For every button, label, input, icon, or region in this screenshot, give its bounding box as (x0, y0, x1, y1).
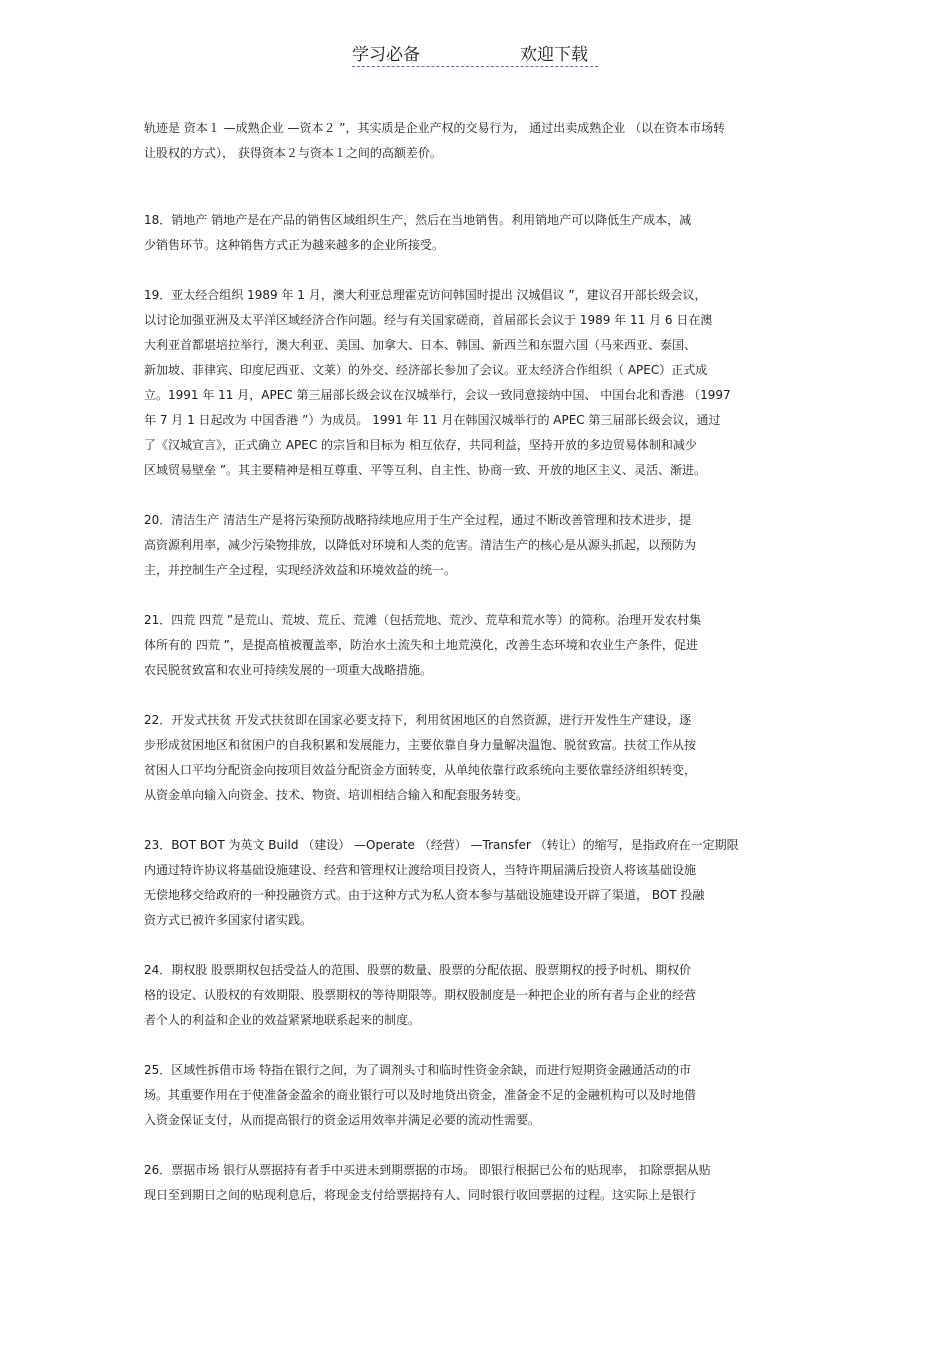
paragraph-25 (144, 1058, 808, 1133)
text-line: 轨迹是 资本１ —成熟企业 —资本２ ”，其实质是企业产权的交易行为， 通过出卖成熟企业 （以在资本市场转 (144, 121, 726, 135)
text-line: 内通过特许协议将基础设施建设、经营和管理权让渡给项目投资人，当特许期届满后投资人将该基础设施 (144, 863, 697, 877)
text-line: 25．区域性拆借市场 特指在银行之间，为了调剂头寸和临时性资金余缺，而进行短期资金融通活动的市 (144, 1063, 692, 1077)
header-left-text: 学习必备 (352, 45, 420, 65)
text-line: 24．期权股 股票期权包括受益人的范围、股票的数量、股票的分配依据、股票期权的授予时机、期权价 (144, 963, 692, 977)
text-line: 26．票据市场 银行从票据持有者手中买进未到期票据的市场。 即银行根据已公布的贴现率， 扣除票据从贴 (144, 1163, 711, 1177)
text-line: 主，并控制生产全过程，实现经济效益和环境效益的统一。 (144, 563, 457, 577)
text-line: 农民脱贫致富和农业可持续发展的一项重大战略措施。 (144, 663, 433, 677)
text-line: 贫困人口平均分配资金向按项目效益分配资金方面转变，从单纯依靠行政系统向主要依靠经济组织转变， (144, 763, 697, 777)
text-line: 格的设定、认股权的有效期限、股票期权的等待期限等。期权股制度是一种把企业的所有者与企业的经营 (144, 988, 697, 1002)
text-line: 让股权的方式）， 获得资本２与资本１之间的高额差价。 (144, 146, 442, 160)
text-line: 入资金保证支付，从而提高银行的资金运用效率并满足必要的流动性需要。 (144, 1113, 541, 1127)
text-line: 现日至到期日之间的贴现利息后，将现金支付给票据持有人、同时银行收回票据的过程。这实际上是银行 (144, 1188, 697, 1202)
header-right-text: 欢迎下载 (520, 45, 588, 65)
text-line: 大利亚首都堪培拉举行，澳大利亚、美国、加拿大、日本、韩国、新西兰和东盟六国（马来西亚、泰国、 (144, 338, 697, 352)
text-line: 者个人的利益和企业的效益紧紧地联系起来的制度。 (144, 1013, 421, 1027)
text-line: 无偿地移交给政府的一种投融资方式。由于这种方式为私人资本参与基础设施建设开辟了渠道， BOT 投融 (144, 888, 705, 902)
text-line: 区域贸易壁垒 ”。其主要精神是相互尊重、平等互利、自主性、协商一致、开放的地区主义、灵活、渐进。 (144, 463, 707, 477)
text-line: 场。其重要作用在于使准备金盈余的商业银行可以及时地贷出资金，准备金不足的金融机构可以及时地借 (144, 1088, 697, 1102)
text-line: 20．清洁生产 清洁生产是将污染预防战略持续地应用于生产全过程，通过不断改善管理和技术进步，提 (144, 513, 692, 527)
paragraph-23 (144, 833, 808, 933)
text-line: 高资源利用率，减少污染物排放，以降低对环境和人类的危害。清洁生产的核心是从源头抓起，以预防为 (144, 538, 697, 552)
text-line: 立。1991 年 11 月，APEC 第三届部长级会议在汉城举行，会议一致同意接纳中国、 中国台北和香港 （1997 (144, 388, 731, 402)
text-line: 少销售环节。这种销售方式正为越来越多的企业所接受。 (144, 238, 445, 252)
text-line: 了《汉城宣言》，正式确立 APEC 的宗旨和目标为 相互依存，共同利益，坚持开放的多边贸易体制和减少 (144, 438, 697, 452)
paragraph-22 (144, 708, 808, 808)
text-line: 从资金单向输入向资金、技术、物资、培训相结合输入和配套服务转变。 (144, 788, 529, 802)
document-body (144, 116, 808, 1208)
paragraph-26 (144, 1158, 808, 1208)
paragraph-intro (144, 116, 808, 166)
paragraph-24 (144, 958, 808, 1033)
text-line: 体所有的 四荒 ”，是提高植被覆盖率，防治水土流失和土地荒漠化，改善生态环境和农业生产条件，促进 (144, 638, 698, 652)
text-line: 以讨论加强亚洲及太平洋区域经济合作问题。经与有关国家磋商，首届部长会议于 1989 年 11 月 6 日在澳 (144, 313, 713, 327)
text-line: 21．四荒 四荒 ”是荒山、荒坡、荒丘、荒滩（包括荒地、荒沙、荒草和荒水等）的简称。治理开发农村集 (144, 613, 702, 627)
text-line: 新加坡、菲律宾、印度尼西亚、文莱）的外交、经济部长参加了会议。亚太经济合作组织（ APEC）正式成 (144, 363, 708, 377)
text-line: 19．亚太经合组织 1989 年 1 月，澳大利亚总理霍克访问韩国时提出 汉城倡议 ”，建议召开部长级会议， (144, 288, 707, 302)
paragraph-21 (144, 608, 808, 683)
paragraph-20 (144, 508, 808, 583)
text-line: 23．BOT BOT 为英文 Build （建设） —Operate （经营） —Transfer （转让）的缩写，是指政府在一定期限 (144, 838, 739, 852)
page-header (352, 40, 598, 67)
text-line: 18．销地产 销地产是在产品的销售区域组织生产，然后在当地销售。利用销地产可以降低生产成本，减 (144, 213, 692, 227)
paragraph-19 (144, 283, 808, 483)
text-line: 资方式已被许多国家付诸实践。 (144, 913, 313, 927)
text-line: 步形成贫困地区和贫困户的自我积累和发展能力，主要依靠自身力量解决温饱、脱贫致富。扶贫工作从按 (144, 738, 697, 752)
paragraph-18 (144, 208, 808, 258)
text-line: 年 7 月 1 日起改为 中国香港 ”）为成员。 1991 年 11 月在韩国汉城举行的 APEC 第三届部长级会议，通过 (144, 413, 721, 427)
text-line: 22．开发式扶贫 开发式扶贫即在国家必要支持下，利用贫困地区的自然资源，进行开发性生产建设，逐 (144, 713, 692, 727)
